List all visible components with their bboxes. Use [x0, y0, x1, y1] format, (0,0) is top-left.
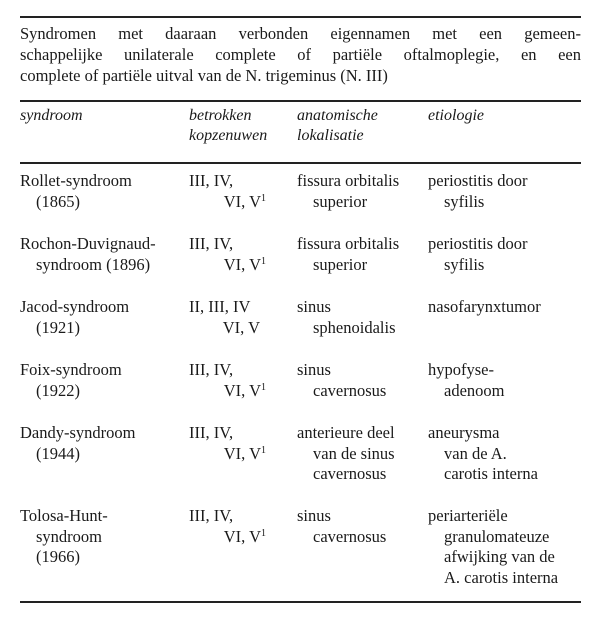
nerves-cell [189, 297, 266, 338]
cell-line: Dandy-syndroom [20, 423, 136, 442]
cell-line: sinus [297, 297, 331, 316]
nerves-cell [189, 360, 266, 401]
cell-line: Tolosa-Hunt- [20, 506, 108, 525]
cell-line: Foix-syndroom [20, 360, 122, 379]
cell-line: aneurysma [428, 423, 500, 442]
cell-line: (1921) [36, 317, 80, 337]
nerves-text: VI, V [223, 380, 261, 400]
footnote-superscript: 1 [261, 527, 266, 539]
syndrome-cell [20, 234, 156, 275]
cell-line: afwijking van de [444, 547, 555, 566]
cell-line: carotis interna [444, 464, 538, 483]
nerves-text: VI, V [222, 317, 260, 337]
cell-line: syfilis [444, 254, 485, 274]
cell-line: syfilis [444, 191, 485, 211]
cell-line: III, IV, [189, 423, 234, 442]
cell-line: III, IV, [189, 360, 234, 379]
cell-line: cavernosus [313, 380, 387, 400]
caption-line: schappelijke unilaterale complete of partiële oftalmoplegie, en een [20, 45, 581, 64]
cell-line: fissura orbitalis [297, 171, 400, 190]
etiology-cell [428, 234, 527, 275]
syndrome-cell [20, 297, 129, 338]
location-cell [297, 297, 396, 338]
nerves-text: VI, V [223, 254, 261, 274]
header-syndroom [20, 106, 83, 126]
nerves-text: VI, V [223, 191, 261, 211]
location-cell [297, 234, 399, 275]
cell-line: van de A. [444, 443, 507, 463]
caption-line: Syndromen met daaraan verbonden eigennamen met een gemeen- [20, 24, 581, 43]
cell-line [189, 255, 266, 276]
cell-line [189, 192, 266, 213]
cell-line: van de sinus [313, 443, 395, 463]
top-rule [20, 16, 581, 18]
cell-line: III, IV, [189, 234, 234, 253]
nerves-cell [189, 234, 266, 275]
cell-line: superior [313, 254, 368, 274]
cell-line [189, 381, 266, 402]
cell-line: (1865) [36, 191, 80, 211]
cell-line: cavernosus [313, 464, 387, 483]
footnote-superscript: 1 [261, 255, 266, 267]
nerves-cell [189, 171, 266, 212]
cell-line: sinus [297, 360, 331, 379]
syndrome-cell [20, 360, 122, 401]
cell-line: Rochon-Duvignaud- [20, 234, 156, 253]
nerves-cell [189, 506, 266, 547]
cell-line: periostitis door [428, 234, 528, 253]
header-anatomische-lokalisatie [297, 106, 378, 146]
cell-line: A. carotis interna [444, 567, 559, 587]
cell-line: sphenoidalis [313, 317, 396, 337]
etiology-cell [428, 506, 558, 588]
cell-line: superior [313, 191, 368, 211]
cell-line: nasofarynxtumor [428, 297, 541, 316]
nerves-text: VI, V [223, 526, 261, 546]
cell-line [189, 318, 266, 339]
header-label: lokalisatie [297, 127, 364, 144]
cell-line: Jacod-syndroom [20, 297, 130, 316]
header-label: syndroom [20, 107, 83, 124]
header-etiologie [428, 106, 484, 126]
cell-line [189, 444, 266, 465]
header-label: betrokken [189, 107, 252, 124]
cell-line: hypofyse- [428, 360, 494, 379]
cell-line: II, III, IV [189, 297, 251, 316]
cell-line: periarteriële [428, 506, 508, 525]
header-top-rule [20, 100, 581, 102]
footnote-superscript: 1 [261, 192, 266, 204]
cell-line: (1966) [36, 547, 80, 566]
header-bottom-rule [20, 162, 581, 164]
cell-line: adenoom [444, 380, 505, 400]
location-cell [297, 506, 386, 547]
location-cell [297, 360, 386, 401]
footnote-superscript: 1 [261, 444, 266, 456]
cell-line: (1944) [36, 443, 80, 463]
header-label: etiologie [428, 107, 484, 124]
nerves-text: VI, V [223, 443, 261, 463]
cell-line: anterieure deel [297, 423, 395, 442]
nerves-cell [189, 423, 266, 464]
syndrome-cell [20, 171, 132, 212]
etiology-cell [428, 360, 504, 401]
cell-line: periostitis door [428, 171, 528, 190]
cell-line: III, IV, [189, 171, 234, 190]
header-label: anatomische [297, 107, 378, 124]
cell-line: cavernosus [313, 526, 387, 546]
cell-line: fissura orbitalis [297, 234, 400, 253]
cell-line: III, IV, [189, 506, 234, 525]
etiology-cell [428, 297, 541, 318]
cell-line: syndroom (1896) [36, 254, 151, 274]
cell-line: syndroom [36, 526, 102, 546]
table-caption [20, 23, 581, 86]
header-label: kopzenuwen [189, 127, 268, 144]
location-cell [297, 423, 395, 485]
location-cell [297, 171, 399, 212]
syndrome-cell [20, 423, 135, 464]
cell-line: sinus [297, 506, 331, 525]
cell-line: Rollet-syndroom [20, 171, 132, 190]
caption-line: complete of partiële uitval van de N. trigeminus (N. III) [20, 66, 388, 85]
etiology-cell [428, 171, 527, 212]
cell-line: (1922) [36, 380, 80, 400]
header-betrokken-kopzenuwen [189, 106, 267, 146]
etiology-cell [428, 423, 538, 485]
cell-line [189, 527, 266, 548]
cell-line: granulomateuze [444, 526, 550, 546]
bottom-rule [20, 601, 581, 603]
syndrome-cell [20, 506, 108, 568]
footnote-superscript: 1 [261, 381, 266, 393]
